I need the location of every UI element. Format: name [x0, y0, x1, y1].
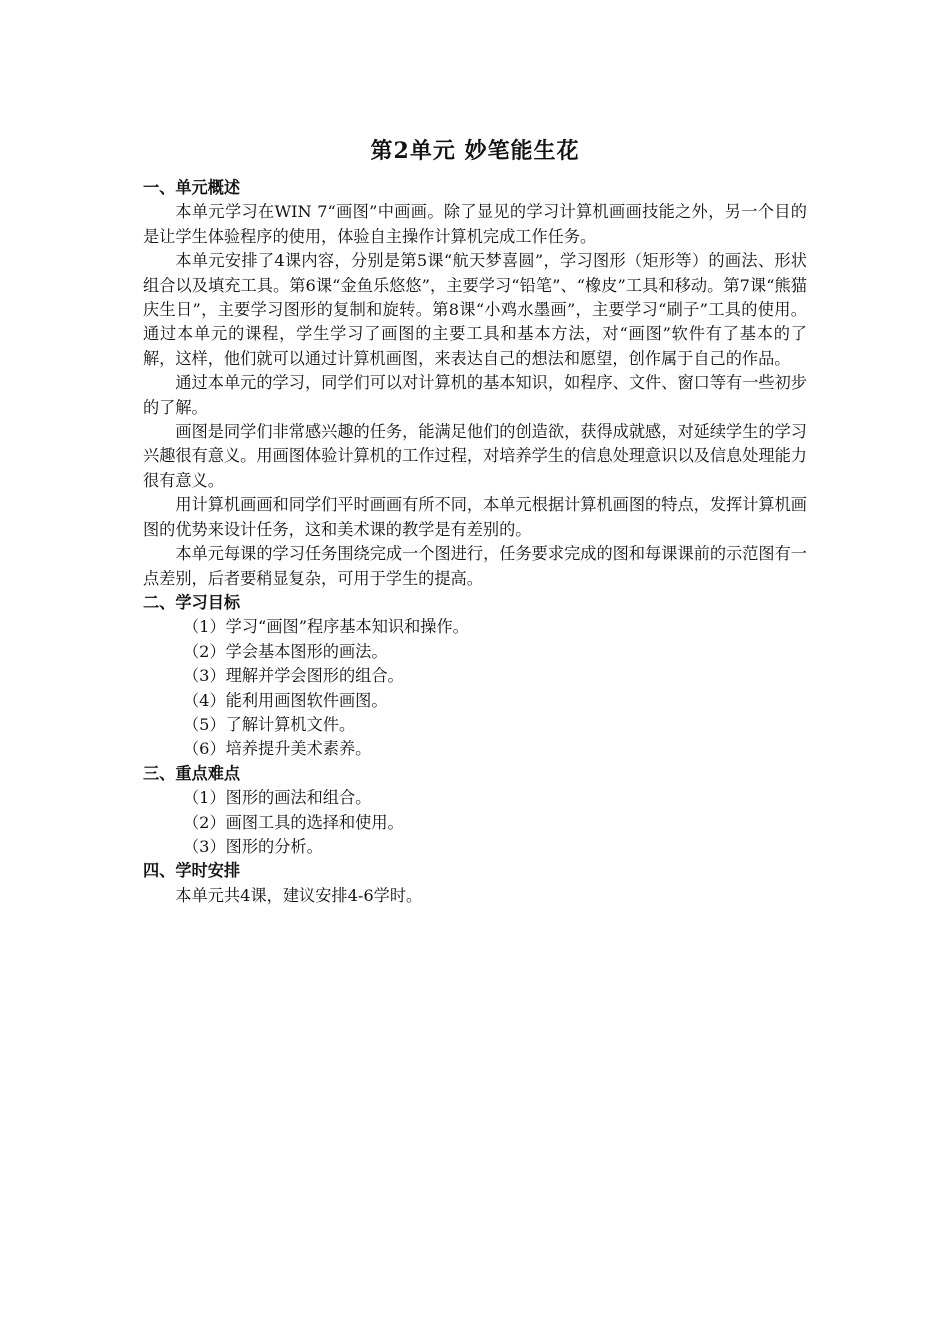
key-point-item: （3）图形的分析。: [183, 836, 323, 856]
section-heading-overview: 一、单元概述: [143, 178, 241, 197]
overview-paragraph: 本单元学习在WIN 7“画图”中画画。除了显见的学习计算机画画技能之外，另一个目的是让学生体验程序的使用，体验自主操作计算机完成工作任务。: [143, 202, 807, 246]
objective-item: （2）学会基本图形的画法。: [183, 641, 388, 661]
overview-paragraph: 画图是同学们非常感兴趣的任务，能满足他们的创造欲，获得成就感，对延续学生的学习兴趣很有意义。用画图体验计算机的工作过程，对培养学生的信息处理意识以及信息处理能力很有意义。: [143, 422, 807, 490]
section-heading-schedule: 四、学时安排: [143, 861, 241, 881]
document-title: 第2单元 妙笔能生花: [370, 138, 580, 164]
overview-paragraph: 用计算机画画和同学们平时画画有所不同，本单元根据计算机画图的特点，发挥计算机画图的优势来设计任务，这和美术课的教学是有差别的。: [143, 495, 807, 539]
objective-item: （4）能利用画图软件画图。: [183, 690, 388, 710]
objective-item: （6）培养提升美术素养。: [183, 739, 372, 759]
objective-item: （3）理解并学会图形的组合。: [183, 666, 404, 686]
objective-item: （1）学习“画图”程序基本知识和操作。: [183, 617, 469, 637]
overview-paragraph: 本单元安排了4课内容，分别是第5课“航天梦喜圆”，学习图形（矩形等）的画法、形状组合以及填充工具。第6课“金鱼乐悠悠”，主要学习“铅笔”、“橡皮”工具和移动。第7课“熊猫庆生日”，主要学习图形的复制和旋转。第8课“小鸡水墨画”，主要学习“刷子”工具的使用。通过本单元的课程，学生学习了画图的主要工具和基本方法，对“画图”软件有了基本的了解，这样，他们就可以通过计算机画图，来表达自己的想法和愿望，创作属于自己的作品。: [143, 251, 807, 368]
key-point-item: （2）画图工具的选择和使用。: [183, 812, 404, 832]
overview-paragraph: 通过本单元的学习，同学们可以对计算机的基本知识，如程序、文件、窗口等有一些初步的了解。: [143, 373, 807, 417]
key-point-item: （1）图形的画法和组合。: [183, 788, 372, 808]
objective-item: （5）了解计算机文件。: [183, 714, 356, 734]
overview-paragraph: 本单元每课的学习任务围绕完成一个图进行，任务要求完成的图和每课课前的示范图有一点差别，后者要稍显复杂，可用于学生的提高。: [143, 544, 807, 588]
schedule-paragraph: 本单元共4课，建议安排4-6学时。: [175, 885, 423, 905]
section-heading-objectives: 二、学习目标: [143, 592, 241, 612]
section-heading-key-points: 三、重点难点: [143, 763, 241, 783]
document-body: [143, 176, 807, 908]
